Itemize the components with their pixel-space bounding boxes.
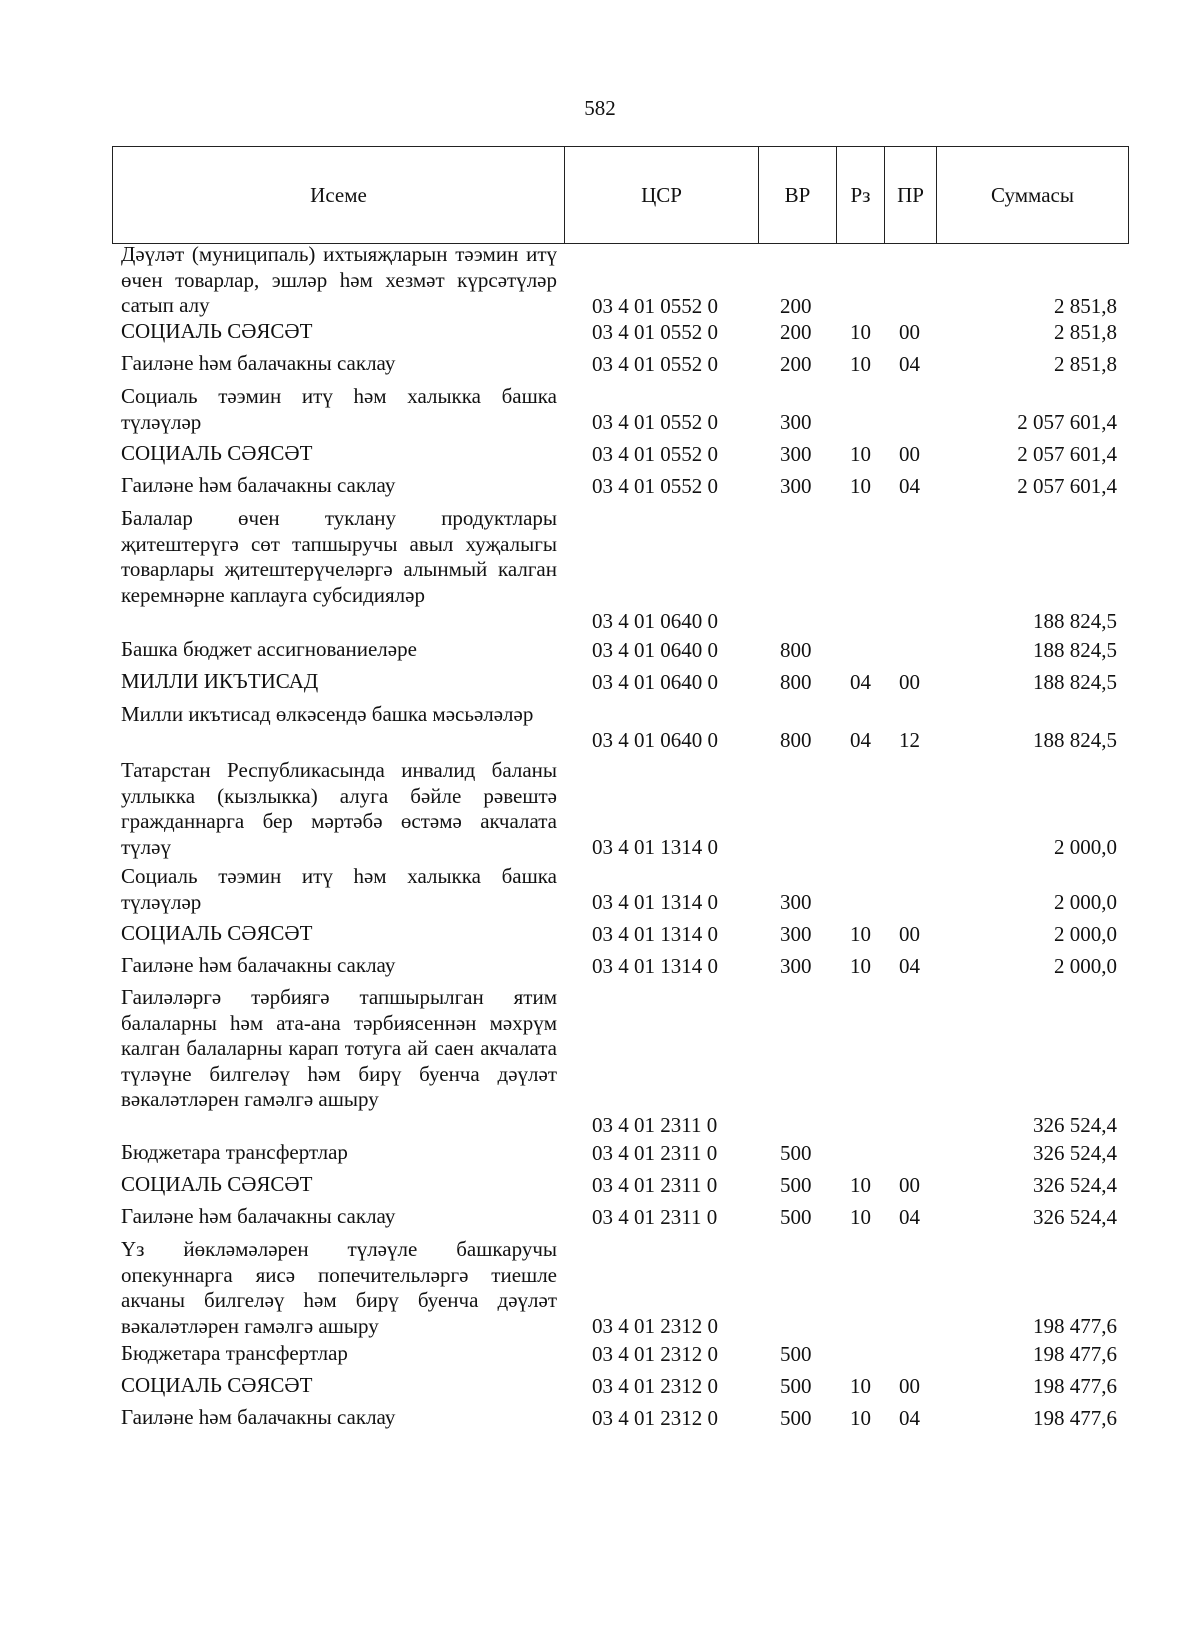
row-name: Бюджетара трансфертлар	[121, 1341, 348, 1365]
row-vr: 300	[780, 442, 812, 466]
table-row	[0, 473, 1200, 499]
row-csr: 03 4 01 2312 0	[592, 1314, 718, 1338]
row-csr: 03 4 01 1314 0	[592, 890, 718, 914]
table-row	[0, 669, 1200, 695]
table-row	[0, 1172, 1200, 1198]
row-csr: 03 4 01 1314 0	[592, 922, 718, 946]
header-csr: ЦСР	[565, 147, 759, 244]
row-pr: 00	[899, 1374, 920, 1398]
table-row	[0, 637, 1200, 663]
row-pr: 04	[899, 474, 920, 498]
header-pr: ПР	[885, 147, 937, 244]
row-vr: 300	[780, 922, 812, 946]
row-name: СОЦИАЛЬ СӘЯСӘТ	[121, 319, 313, 343]
row-sum: 198 477,6	[1033, 1342, 1117, 1366]
row-name: Социаль тәэмин итү һәм халыкка башка түләүләр	[121, 384, 557, 434]
row-csr: 03 4 01 1314 0	[592, 835, 718, 859]
row-rz: 10	[850, 1173, 871, 1197]
row-vr: 200	[780, 294, 812, 318]
table-row	[0, 921, 1200, 947]
row-vr: 500	[780, 1342, 812, 1366]
row-sum: 2 057 601,4	[1017, 410, 1117, 434]
row-name: Татарстан Республикасында инвалид баланы уллыкка (кызлыкка) алуга бәйле рәвештә гражданнарга бер мәртәбә өстәмә акчалата түләү	[121, 758, 557, 859]
row-name: Милли икътисад өлкәсендә башка мәсьәләләр	[121, 702, 534, 726]
row-sum: 2 000,0	[1054, 954, 1117, 978]
row-vr: 500	[780, 1173, 812, 1197]
row-name: Гаиләне һәм балачакны саклау	[121, 953, 396, 977]
row-sum: 198 477,6	[1033, 1406, 1117, 1430]
table-row	[0, 319, 1200, 345]
row-pr: 00	[899, 922, 920, 946]
row-rz: 10	[850, 1374, 871, 1398]
row-pr: 04	[899, 1406, 920, 1430]
row-sum: 2 851,8	[1054, 352, 1117, 376]
row-name: СОЦИАЛЬ СӘЯСӘТ	[121, 441, 313, 465]
row-name: СОЦИАЛЬ СӘЯСӘТ	[121, 1172, 313, 1196]
row-vr: 300	[780, 410, 812, 434]
row-vr: 200	[780, 320, 812, 344]
row-name: Балалар өчен туклану продуктлары җитештерүгә сөт тапшыручы авыл хуҗалыгы товарлары җитештерүчеләргә алынмый калган керемнәрне каплауга субсидияләр	[121, 506, 557, 607]
row-sum: 198 477,6	[1033, 1374, 1117, 1398]
row-pr: 00	[899, 320, 920, 344]
table-row	[0, 506, 1200, 634]
row-vr: 800	[780, 728, 812, 752]
table-row	[0, 1405, 1200, 1431]
row-pr: 04	[899, 954, 920, 978]
table-row	[0, 1140, 1200, 1166]
row-name: Гаиләләргә тәрбиягә тапшырылган ятим балаларны һәм ата-ана тәрбиясеннән мәхрүм калган балаларны карап тотуга ай саен акчалата түләүне билгеләү һәм бирү буенча дәүләт вәкаләтләрен гамәлгә ашыру	[121, 985, 557, 1111]
row-csr: 03 4 01 2312 0	[592, 1406, 718, 1430]
table-row	[0, 758, 1200, 860]
row-vr: 300	[780, 954, 812, 978]
row-name: Гаиләне һәм балачакны саклау	[121, 351, 396, 375]
row-name: Дәүләт (муниципаль) ихтыяҗларын тәэмин итү өчен товарлар, эшләр һәм хезмәт күрсәтүләр сатып алу	[121, 242, 557, 317]
row-csr: 03 4 01 0640 0	[592, 638, 718, 662]
row-sum: 2 057 601,4	[1017, 474, 1117, 498]
row-sum: 198 477,6	[1033, 1314, 1117, 1338]
row-pr: 12	[899, 728, 920, 752]
row-name: Бюджетара трансфертлар	[121, 1140, 348, 1164]
row-csr: 03 4 01 0640 0	[592, 728, 718, 752]
row-sum: 188 824,5	[1033, 638, 1117, 662]
table-row	[0, 1341, 1200, 1367]
row-sum: 2 000,0	[1054, 890, 1117, 914]
header-name: Исеме	[113, 147, 565, 244]
row-sum: 188 824,5	[1033, 728, 1117, 752]
row-name: Гаиләне һәм балачакны саклау	[121, 473, 396, 497]
row-sum: 326 524,4	[1033, 1141, 1117, 1165]
table-row	[0, 1373, 1200, 1399]
row-sum: 2 000,0	[1054, 922, 1117, 946]
table-header	[112, 146, 1129, 244]
row-name: Гаиләне һәм балачакны саклау	[121, 1204, 396, 1228]
row-rz: 10	[850, 320, 871, 344]
row-rz: 10	[850, 352, 871, 376]
table-row	[0, 702, 1200, 753]
row-rz: 10	[850, 474, 871, 498]
row-vr: 800	[780, 670, 812, 694]
table-row	[0, 953, 1200, 979]
row-name: СОЦИАЛЬ СӘЯСӘТ	[121, 1373, 313, 1397]
table-row	[0, 985, 1200, 1138]
row-pr: 00	[899, 442, 920, 466]
row-name: СОЦИАЛЬ СӘЯСӘТ	[121, 921, 313, 945]
row-csr: 03 4 01 0552 0	[592, 410, 718, 434]
row-rz: 04	[850, 670, 871, 694]
header-rz: Рз	[837, 147, 885, 244]
row-name: Социаль тәэмин итү һәм халыкка башка түләүләр	[121, 864, 557, 914]
row-csr: 03 4 01 0552 0	[592, 352, 718, 376]
row-sum: 2 057 601,4	[1017, 442, 1117, 466]
row-sum: 326 524,4	[1033, 1113, 1117, 1137]
row-rz: 04	[850, 728, 871, 752]
row-csr: 03 4 01 2312 0	[592, 1374, 718, 1398]
row-vr: 500	[780, 1205, 812, 1229]
row-name: Гаиләне һәм балачакны саклау	[121, 1405, 396, 1429]
row-name: Үз йөкләмәләрен түләүле башкаручы опекуннарга яисә попечительләргә тиешле акчаны билгеләү һәм бирү буенча дәүләт вәкаләтләрен гамәлгә ашыру	[121, 1237, 557, 1338]
table-row	[0, 242, 1200, 319]
row-vr: 500	[780, 1406, 812, 1430]
table-row	[0, 351, 1200, 377]
row-csr: 03 4 01 2312 0	[592, 1342, 718, 1366]
row-rz: 10	[850, 442, 871, 466]
row-vr: 500	[780, 1141, 812, 1165]
row-pr: 00	[899, 1173, 920, 1197]
table-row	[0, 441, 1200, 467]
row-csr: 03 4 01 0552 0	[592, 474, 718, 498]
row-csr: 03 4 01 1314 0	[592, 954, 718, 978]
row-pr: 04	[899, 352, 920, 376]
row-pr: 00	[899, 670, 920, 694]
table-row	[0, 864, 1200, 915]
row-csr: 03 4 01 2311 0	[592, 1113, 718, 1137]
table-row	[0, 1237, 1200, 1339]
row-sum: 2 851,8	[1054, 320, 1117, 344]
row-rz: 10	[850, 1205, 871, 1229]
row-csr: 03 4 01 0552 0	[592, 442, 718, 466]
table-row	[0, 1204, 1200, 1230]
row-csr: 03 4 01 2311 0	[592, 1173, 718, 1197]
page-number: 582	[584, 96, 616, 120]
row-sum: 2 000,0	[1054, 835, 1117, 859]
row-csr: 03 4 01 2311 0	[592, 1141, 718, 1165]
row-sum: 2 851,8	[1054, 294, 1117, 318]
table-row	[0, 384, 1200, 435]
row-sum: 188 824,5	[1033, 670, 1117, 694]
row-vr: 300	[780, 890, 812, 914]
row-rz: 10	[850, 954, 871, 978]
row-name: МИЛЛИ ИКЪТИСАД	[121, 669, 319, 693]
row-csr: 03 4 01 0552 0	[592, 294, 718, 318]
row-csr: 03 4 01 0640 0	[592, 609, 718, 633]
row-csr: 03 4 01 0552 0	[592, 320, 718, 344]
row-sum: 326 524,4	[1033, 1205, 1117, 1229]
row-rz: 10	[850, 922, 871, 946]
row-pr: 04	[899, 1205, 920, 1229]
header-sum: Суммасы	[937, 147, 1129, 244]
row-name: Башка бюджет ассигнованиеләре	[121, 637, 417, 661]
row-rz: 10	[850, 1406, 871, 1430]
row-sum: 188 824,5	[1033, 609, 1117, 633]
row-vr: 800	[780, 638, 812, 662]
row-vr: 200	[780, 352, 812, 376]
header-vr: ВР	[759, 147, 837, 244]
row-sum: 326 524,4	[1033, 1173, 1117, 1197]
row-vr: 500	[780, 1374, 812, 1398]
row-vr: 300	[780, 474, 812, 498]
row-csr: 03 4 01 0640 0	[592, 670, 718, 694]
row-csr: 03 4 01 2311 0	[592, 1205, 718, 1229]
